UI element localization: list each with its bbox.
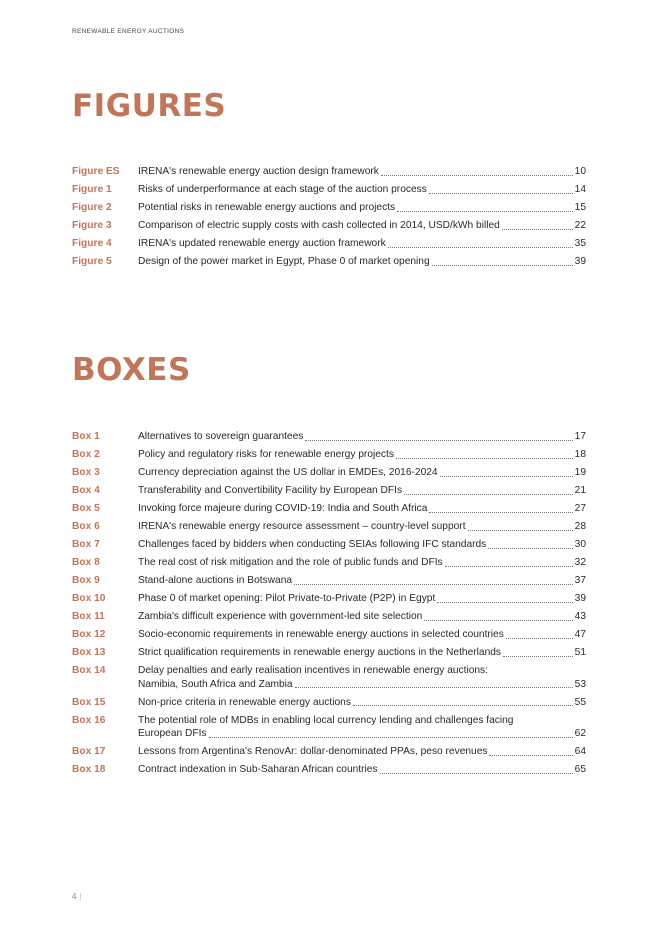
box-entry-page-number: 30 (574, 539, 586, 550)
box-entry-body (138, 628, 586, 642)
box-entry-title: Stand-alone auctions in Botswana (138, 575, 293, 586)
box-entry[interactable] (72, 430, 586, 444)
box-entry-body (138, 556, 586, 570)
figure-entry-page-number: 39 (574, 256, 586, 267)
dot-leader (503, 656, 573, 657)
box-entry-label: Box 10 (72, 593, 106, 604)
boxes-list (72, 430, 586, 781)
box-entry[interactable] (72, 520, 586, 534)
figure-entry-label: Figure 5 (72, 256, 112, 267)
dot-leader (424, 620, 572, 621)
box-entry-page-number: 21 (574, 485, 586, 496)
box-entry-title-line (138, 714, 586, 728)
dot-leader (429, 512, 572, 513)
figure-entry-body (138, 183, 586, 197)
figures-list (72, 165, 586, 273)
dot-leader (432, 265, 573, 266)
box-entry[interactable] (72, 556, 586, 570)
box-entry[interactable] (72, 664, 586, 691)
dot-leader (437, 602, 572, 603)
box-entry-page-number: 39 (574, 593, 586, 604)
figure-entry-title: Comparison of electric supply costs with cash collected in 2014, USD/kWh billed (138, 220, 500, 231)
figure-entry-label: Figure 4 (72, 238, 112, 249)
box-entry-body (138, 448, 586, 462)
box-entry-label: Box 3 (72, 467, 100, 478)
box-entry-page-number: 18 (574, 449, 586, 460)
dot-leader (388, 247, 573, 248)
box-entry-title: Socio-economic requirements in renewable energy auctions in selected countries (138, 629, 504, 640)
box-entry-title: Lessons from Argentina's RenovAr: dollar-denominated PPAs, peso revenues (138, 746, 488, 757)
box-entry-title: Alternatives to sovereign guarantees (138, 431, 304, 442)
box-entry-label: Box 2 (72, 449, 100, 460)
footer-page-number (72, 892, 82, 901)
box-entry[interactable] (72, 448, 586, 462)
box-entry-label: Box 18 (72, 764, 106, 775)
figure-entry-label: Figure 3 (72, 220, 112, 231)
dot-leader (294, 584, 573, 585)
figure-entry-label: Figure 1 (72, 184, 112, 195)
figure-entry-body (138, 255, 586, 269)
box-entry-body (138, 592, 586, 606)
box-entry-label: Box 1 (72, 431, 100, 442)
box-entry-body (138, 574, 586, 588)
box-entry[interactable] (72, 502, 586, 516)
box-entry-title: Contract indexation in Sub-Saharan African countries (138, 764, 378, 775)
figure-entry-page-number: 10 (574, 166, 586, 177)
box-entry-title: Zambia's difficult experience with government-led site selection (138, 611, 423, 622)
dot-leader (305, 440, 572, 441)
box-entry-page-number: 53 (574, 678, 586, 690)
page-number: 4 (72, 892, 77, 901)
box-entry-page-number: 55 (574, 696, 586, 708)
box-entry-body (138, 430, 586, 444)
box-entry-label: Box 7 (72, 539, 100, 550)
box-entry[interactable] (72, 646, 586, 660)
box-entry[interactable] (72, 714, 586, 741)
figure-entry[interactable] (72, 219, 586, 233)
box-entry-page-number: 32 (574, 557, 586, 568)
box-entry-title: Currency depreciation against the US dollar in EMDEs, 2016-2024 (138, 467, 438, 478)
figure-entry-body (138, 237, 586, 251)
box-entry[interactable] (72, 745, 586, 759)
figure-entry-body (138, 219, 586, 233)
box-entry-label: Box 13 (72, 647, 106, 658)
boxes-title: BOXES (72, 352, 191, 388)
figure-entry[interactable] (72, 183, 586, 197)
box-entry-body (138, 714, 586, 741)
figure-entry-title: IRENA's renewable energy auction design framework (138, 166, 379, 177)
box-entry-title: Phase 0 of market opening: Pilot Private-to-Private (P2P) in Egypt (138, 593, 436, 604)
box-entry-title-line (138, 678, 586, 692)
box-entry-label: Box 8 (72, 557, 100, 568)
box-entry[interactable] (72, 574, 586, 588)
box-entry-page-number: 19 (574, 467, 586, 478)
dot-leader (445, 566, 573, 567)
figure-entry-body (138, 165, 586, 179)
box-entry-page-number: 65 (574, 764, 586, 775)
box-entry[interactable] (72, 466, 586, 480)
box-entry-title: Invoking force majeure during COVID-19: India and South Africa (138, 503, 428, 514)
figure-entry-label: Figure ES (72, 166, 120, 177)
figure-entry[interactable] (72, 237, 586, 251)
box-entry[interactable] (72, 696, 586, 710)
box-entry-body (138, 466, 586, 480)
box-entry-title: The real cost of risk mitigation and the role of public funds and DFIs (138, 557, 443, 568)
box-entry[interactable] (72, 538, 586, 552)
box-entry-page-number: 37 (574, 575, 586, 586)
box-entry-label: Box 5 (72, 503, 100, 514)
figure-entry-title: Potential risks in renewable energy auctions and projects (138, 202, 396, 213)
box-entry-page-number: 51 (574, 647, 586, 658)
figures-title: FIGURES (72, 88, 227, 124)
box-entry-body (138, 646, 586, 660)
dot-leader (502, 229, 573, 230)
box-entry-label: Box 9 (72, 575, 100, 586)
box-entry[interactable] (72, 592, 586, 606)
box-entry-body (138, 538, 586, 552)
box-entry-body (138, 763, 586, 777)
box-entry-body (138, 484, 586, 498)
box-entry-title: IRENA's renewable energy resource assessment – country-level support (138, 521, 466, 532)
figure-entry-page-number: 15 (574, 202, 586, 213)
dot-leader (397, 211, 573, 212)
box-entry-title-line (138, 664, 586, 678)
footer-separator: | (79, 892, 82, 901)
box-entry-label: Box 15 (72, 696, 106, 708)
dot-leader (468, 530, 573, 531)
running-head: RENEWABLE ENERGY AUCTIONS (72, 28, 185, 35)
dot-leader (209, 737, 573, 738)
box-entry[interactable] (72, 484, 586, 498)
box-entry-title: Non-price criteria in renewable energy auctions (138, 696, 351, 708)
figure-entry-page-number: 22 (574, 220, 586, 231)
dot-leader (404, 494, 573, 495)
box-entry-label: Box 6 (72, 521, 100, 532)
dot-leader (380, 773, 573, 774)
dot-leader (506, 638, 573, 639)
figure-entry-page-number: 35 (574, 238, 586, 249)
box-entry[interactable] (72, 610, 586, 624)
box-entry[interactable] (72, 628, 586, 642)
dot-leader (381, 175, 573, 176)
box-entry-body (138, 610, 586, 624)
box-entry-page-number: 47 (574, 629, 586, 640)
figure-entry-page-number: 14 (574, 184, 586, 195)
figure-entry-title: Risks of underperformance at each stage of the auction process (138, 184, 427, 195)
dot-leader (396, 458, 573, 459)
figure-entry[interactable] (72, 165, 586, 179)
box-entry-page-number: 62 (574, 728, 586, 739)
dot-leader (488, 548, 572, 549)
figure-entry-title: IRENA's updated renewable energy auction framework (138, 238, 386, 249)
box-entry-title-continued: Namibia, South Africa and Zambia (138, 678, 293, 690)
box-entry-page-number: 17 (574, 431, 586, 442)
box-entry-body (138, 664, 586, 691)
dot-leader (489, 755, 572, 756)
box-entry-page-number: 64 (574, 746, 586, 757)
box-entry-label: Box 11 (72, 611, 105, 622)
figure-entry-title: Design of the power market in Egypt, Phase 0 of market opening (138, 256, 430, 267)
box-entry-label: Box 4 (72, 485, 100, 496)
box-entry-page-number: 27 (574, 503, 586, 514)
box-entry-label: Box 12 (72, 629, 106, 640)
box-entry-label: Box 17 (72, 746, 106, 757)
box-entry-label: Box 16 (72, 714, 106, 726)
box-entry-page-number: 43 (574, 611, 586, 622)
box-entry[interactable] (72, 763, 586, 777)
dot-leader (429, 193, 573, 194)
box-entry-title: Transferability and Convertibility Facility by European DFIs (138, 485, 403, 496)
box-entry-title-line (138, 727, 586, 741)
dot-leader (440, 476, 573, 477)
box-entry-title: Delay penalties and early realisation incentives in renewable energy auctions: (138, 665, 488, 676)
box-entry-title: Challenges faced by bidders when conducting SEIAs following IFC standards (138, 539, 487, 550)
figure-entry-body (138, 201, 586, 215)
box-entry-body (138, 745, 586, 759)
box-entry-label: Box 14 (72, 665, 106, 676)
figure-entry-label: Figure 2 (72, 202, 112, 213)
box-entry-title: Strict qualification requirements in renewable energy auctions in the Netherlands (138, 647, 501, 658)
box-entry-title: The potential role of MDBs in enabling local currency lending and challenges facing (138, 714, 514, 726)
figure-entry[interactable] (72, 201, 586, 215)
figure-entry[interactable] (72, 255, 586, 269)
dot-leader (353, 705, 573, 706)
box-entry-title-continued: European DFIs (138, 728, 207, 739)
box-entry-page-number: 28 (574, 521, 586, 532)
box-entry-title: Policy and regulatory risks for renewable energy projects (138, 449, 394, 460)
box-entry-body (138, 696, 586, 710)
box-entry-body (138, 520, 586, 534)
dot-leader (295, 687, 573, 688)
box-entry-body (138, 502, 586, 516)
